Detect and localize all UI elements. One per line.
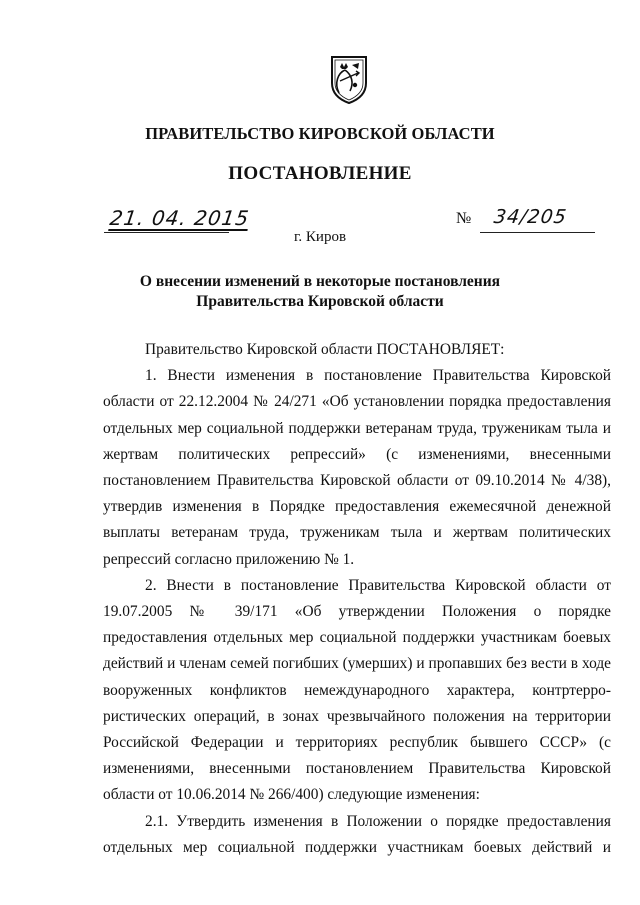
document-number: 34/205 (492, 206, 569, 228)
item-2-1-paragraph: 2.1. Утвердить изменения в Положении о порядке предоставления отдельных мер социальной поддержки участникам боевых действий и (103, 812, 611, 856)
subject-line-2: Правительства Кировской области (196, 293, 444, 310)
item-2-paragraph: 2. Внести в постановление Правительства Кировской области от 19.07.2005 № 39/171 «Об утверждении Положения о порядке предоставления отдельных мер социальной поддержки участникам боевых действий и членам семей погибших (умерших) и пропавших без вести в ходе вооруженных конфликтов немеждународного характера, контртерро- ристических операций, в зонах чрезвычайного положения на территории Российской Федерации и территориях республик бывшего СССР» (с изменениями, внесенными постановлением Правительства Кировской области от 10.06.2014 № 266/400) следующие изменения: (103, 576, 611, 804)
document-type: ПОСТАНОВЛЕНИЕ (228, 163, 412, 184)
number-sign: № (456, 210, 472, 227)
subject-line-1: О внесении изменений в некоторые постановления (139, 273, 501, 290)
document-body (103, 337, 611, 861)
coat-of-arms-icon (328, 53, 370, 105)
intro-paragraph: Правительство Кировской области ПОСТАНОВЛЯЕТ: (145, 341, 505, 358)
document-subject (0, 272, 640, 312)
number-underline (480, 232, 595, 233)
document-date: 21. 04. 2015 (108, 206, 251, 230)
government-name: ПРАВИТЕЛЬСТВО КИРОВСКОЙ ОБЛАСТИ (145, 124, 495, 143)
item-1-paragraph: 1. Внести изменения в постановление Правительства Кировской области от 22.12.2004 № 24/271 «Об установлении порядка предоставления отдельных мер социальной поддержки ветеранам труда, труженикам тыла и жертвам политических репрессий» (с изменениями, внесенными постановлением Правительства Кировской области от 09.10.2014 № 4/38), утвердив изменения в Порядке предоставления ежемесячной денежной выплаты ветеранам труда, труженикам тыла и жертвам политических репрессий согласно приложению № 1. (103, 367, 611, 568)
city: г. Киров (293, 229, 347, 245)
